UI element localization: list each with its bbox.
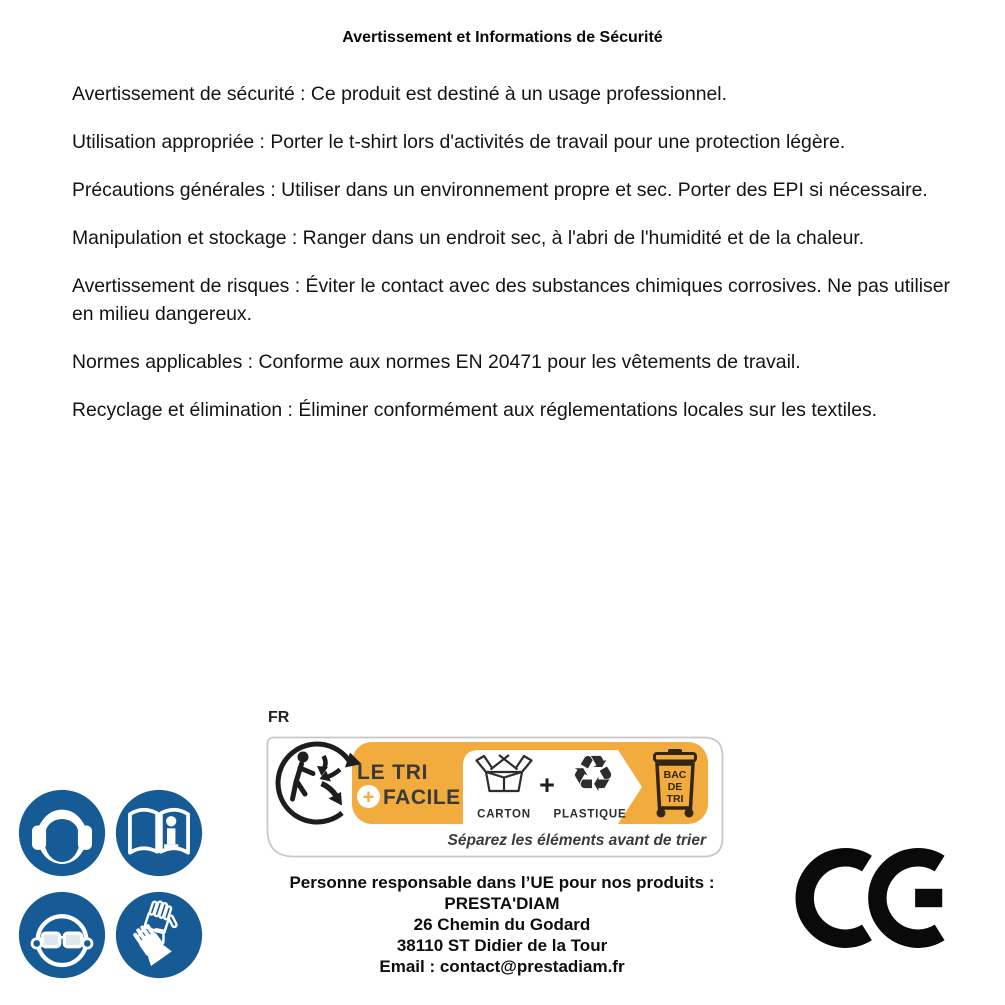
- infotri-headline-plus: +: [362, 786, 375, 809]
- infotri-badge-graphic: [266, 736, 724, 858]
- materials-plus-sign: +: [539, 770, 555, 800]
- material-plastique-label: PLASTIQUE: [553, 808, 627, 821]
- responsible-company: PRESTA'DIAM: [444, 894, 560, 913]
- read-instruction-manual-icon: [114, 788, 204, 878]
- ce-marking-icon: [795, 846, 950, 950]
- responsible-city: 38110 ST Didier de la Tour: [396, 936, 608, 955]
- country-code-label: FR: [268, 709, 290, 726]
- bin-text-line3: TRI: [666, 793, 684, 805]
- paragraph-handling-storage: Manipulation et stockage : Ranger dans un endroit sec, à l'abri de l'humidité et de la chaleur.: [72, 227, 865, 249]
- infotri-tagline: Séparez les éléments avant de trier: [447, 832, 706, 849]
- responsible-person-block: [252, 872, 752, 977]
- page-title: Avertissement et Informations de Sécurité: [342, 29, 663, 46]
- wear-ear-protection-icon: [17, 788, 107, 878]
- bin-text-line1: BAC: [663, 769, 687, 781]
- infotri-badge: [266, 736, 724, 858]
- paragraph-risk-warning: Avertissement de risques : Éviter le contact avec des substances chimiques corrosives. Ne pas utiliser en milieu dangereux.: [72, 275, 950, 325]
- paragraph-safety-warning: Avertissement de sécurité : Ce produit est destiné à un usage professionnel.: [72, 83, 727, 105]
- paragraph-recycling: Recyclage et élimination : Éliminer conformément aux réglementations locales sur les textiles.: [72, 399, 878, 421]
- safety-pictograms: [17, 788, 204, 980]
- material-carton-label: CARTON: [477, 808, 531, 821]
- responsible-email: Email : contact@prestadiam.fr: [379, 957, 625, 976]
- recycling-triangle-icon: ♻: [570, 745, 616, 803]
- paragraph-appropriate-use: Utilisation appropriée : Porter le t-shirt lors d'activités de travail pour une protection légère.: [72, 131, 846, 153]
- wear-eye-protection-icon: [17, 890, 107, 980]
- infotri-headline-line2: FACILE: [383, 786, 461, 809]
- infotri-headline-line1: LE TRI: [357, 761, 429, 784]
- safety-text-block: [72, 80, 969, 444]
- bin-text-line2: DE: [667, 781, 683, 793]
- paragraph-general-precautions: Précautions générales : Utiliser dans un environnement propre et sec. Porter des EPI si nécessaire.: [72, 179, 928, 201]
- responsible-street: 26 Chemin du Godard: [413, 915, 591, 934]
- paragraph-standards: Normes applicables : Conforme aux normes EN 20471 pour les vêtements de travail.: [72, 351, 801, 373]
- responsible-heading: Personne responsable dans l’UE pour nos produits :: [289, 873, 715, 892]
- wear-protective-gloves-icon: [114, 890, 204, 980]
